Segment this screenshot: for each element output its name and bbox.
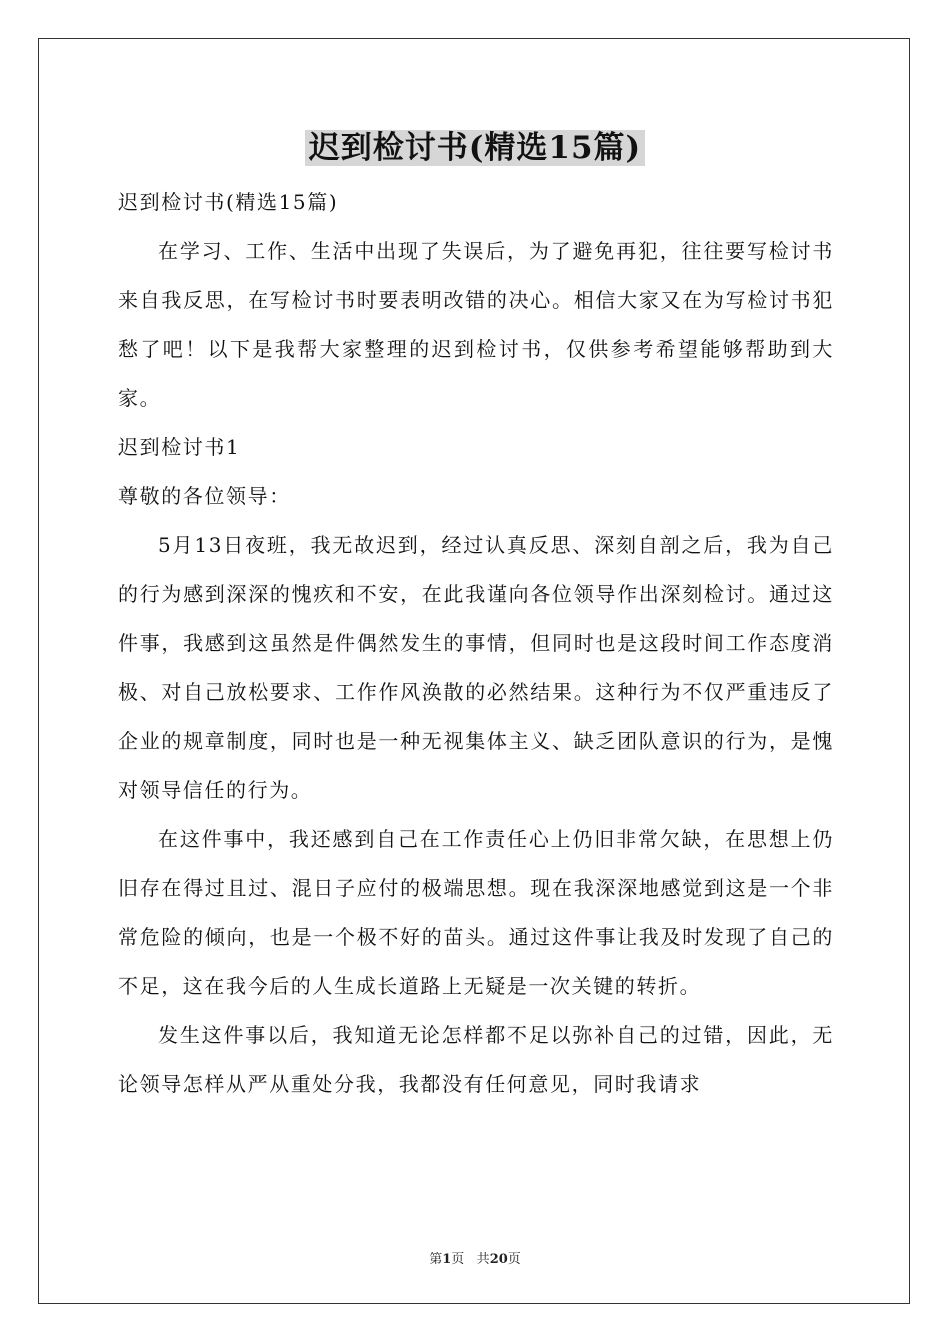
body-paragraph: 5月13日夜班，我无故迟到，经过认真反思、深刻自剖之后，我为自己的行为感到深深的愧疚和不安，在此我谨向各位领导作出深刻检讨。通过这件事，我感到这虽然是件偶然发生的事情，但同时也是这段时间工作态度消极、对自己放松要求、工作作风涣散的必然结果。这种行为不仅严重违反了企业的规章制度，同时也是一种无视集体主义、缺乏团队意识的行为，是愧对领导信任的行为。 <box>118 533 834 802</box>
document-subtitle: 迟到检讨书(精选15篇) <box>118 190 339 214</box>
document-title <box>0 128 950 168</box>
body-paragraph: 发生这件事以后，我知道无论怎样都不足以弥补自己的过错，因此，无论领导怎样从严从重处分我，我都没有任何意见，同时我请求 <box>118 1023 834 1096</box>
section-heading: 迟到检讨书1 <box>118 435 241 459</box>
intro-paragraph: 在学习、工作、生活中出现了失误后，为了避免再犯，往往要写检讨书来自我反思，在写检讨书时要表明改错的决心。相信大家又在为写检讨书犯愁了吧！以下是我帮大家整理的迟到检讨书，仅供参考希望能够帮助到大家。 <box>118 239 834 410</box>
page-number: 第1页 <box>429 1252 465 1267</box>
body-paragraph: 在这件事中，我还感到自己在工作责任心上仍旧非常欠缺，在思想上仍旧存在得过且过、混日子应付的极端思想。现在我深深地感觉到这是一个非常危险的倾向，也是一个极不好的苗头。通过这件事让我及时发现了自己的不足，这在我今后的人生成长道路上无疑是一次关键的转折。 <box>118 827 834 998</box>
page-footer <box>0 1248 950 1267</box>
page-total: 共20页 <box>476 1252 521 1267</box>
salutation: 尊敬的各位领导： <box>118 484 291 508</box>
document-title-text: 迟到检讨书(精选15篇) <box>305 130 645 166</box>
document-body <box>118 178 834 1109</box>
